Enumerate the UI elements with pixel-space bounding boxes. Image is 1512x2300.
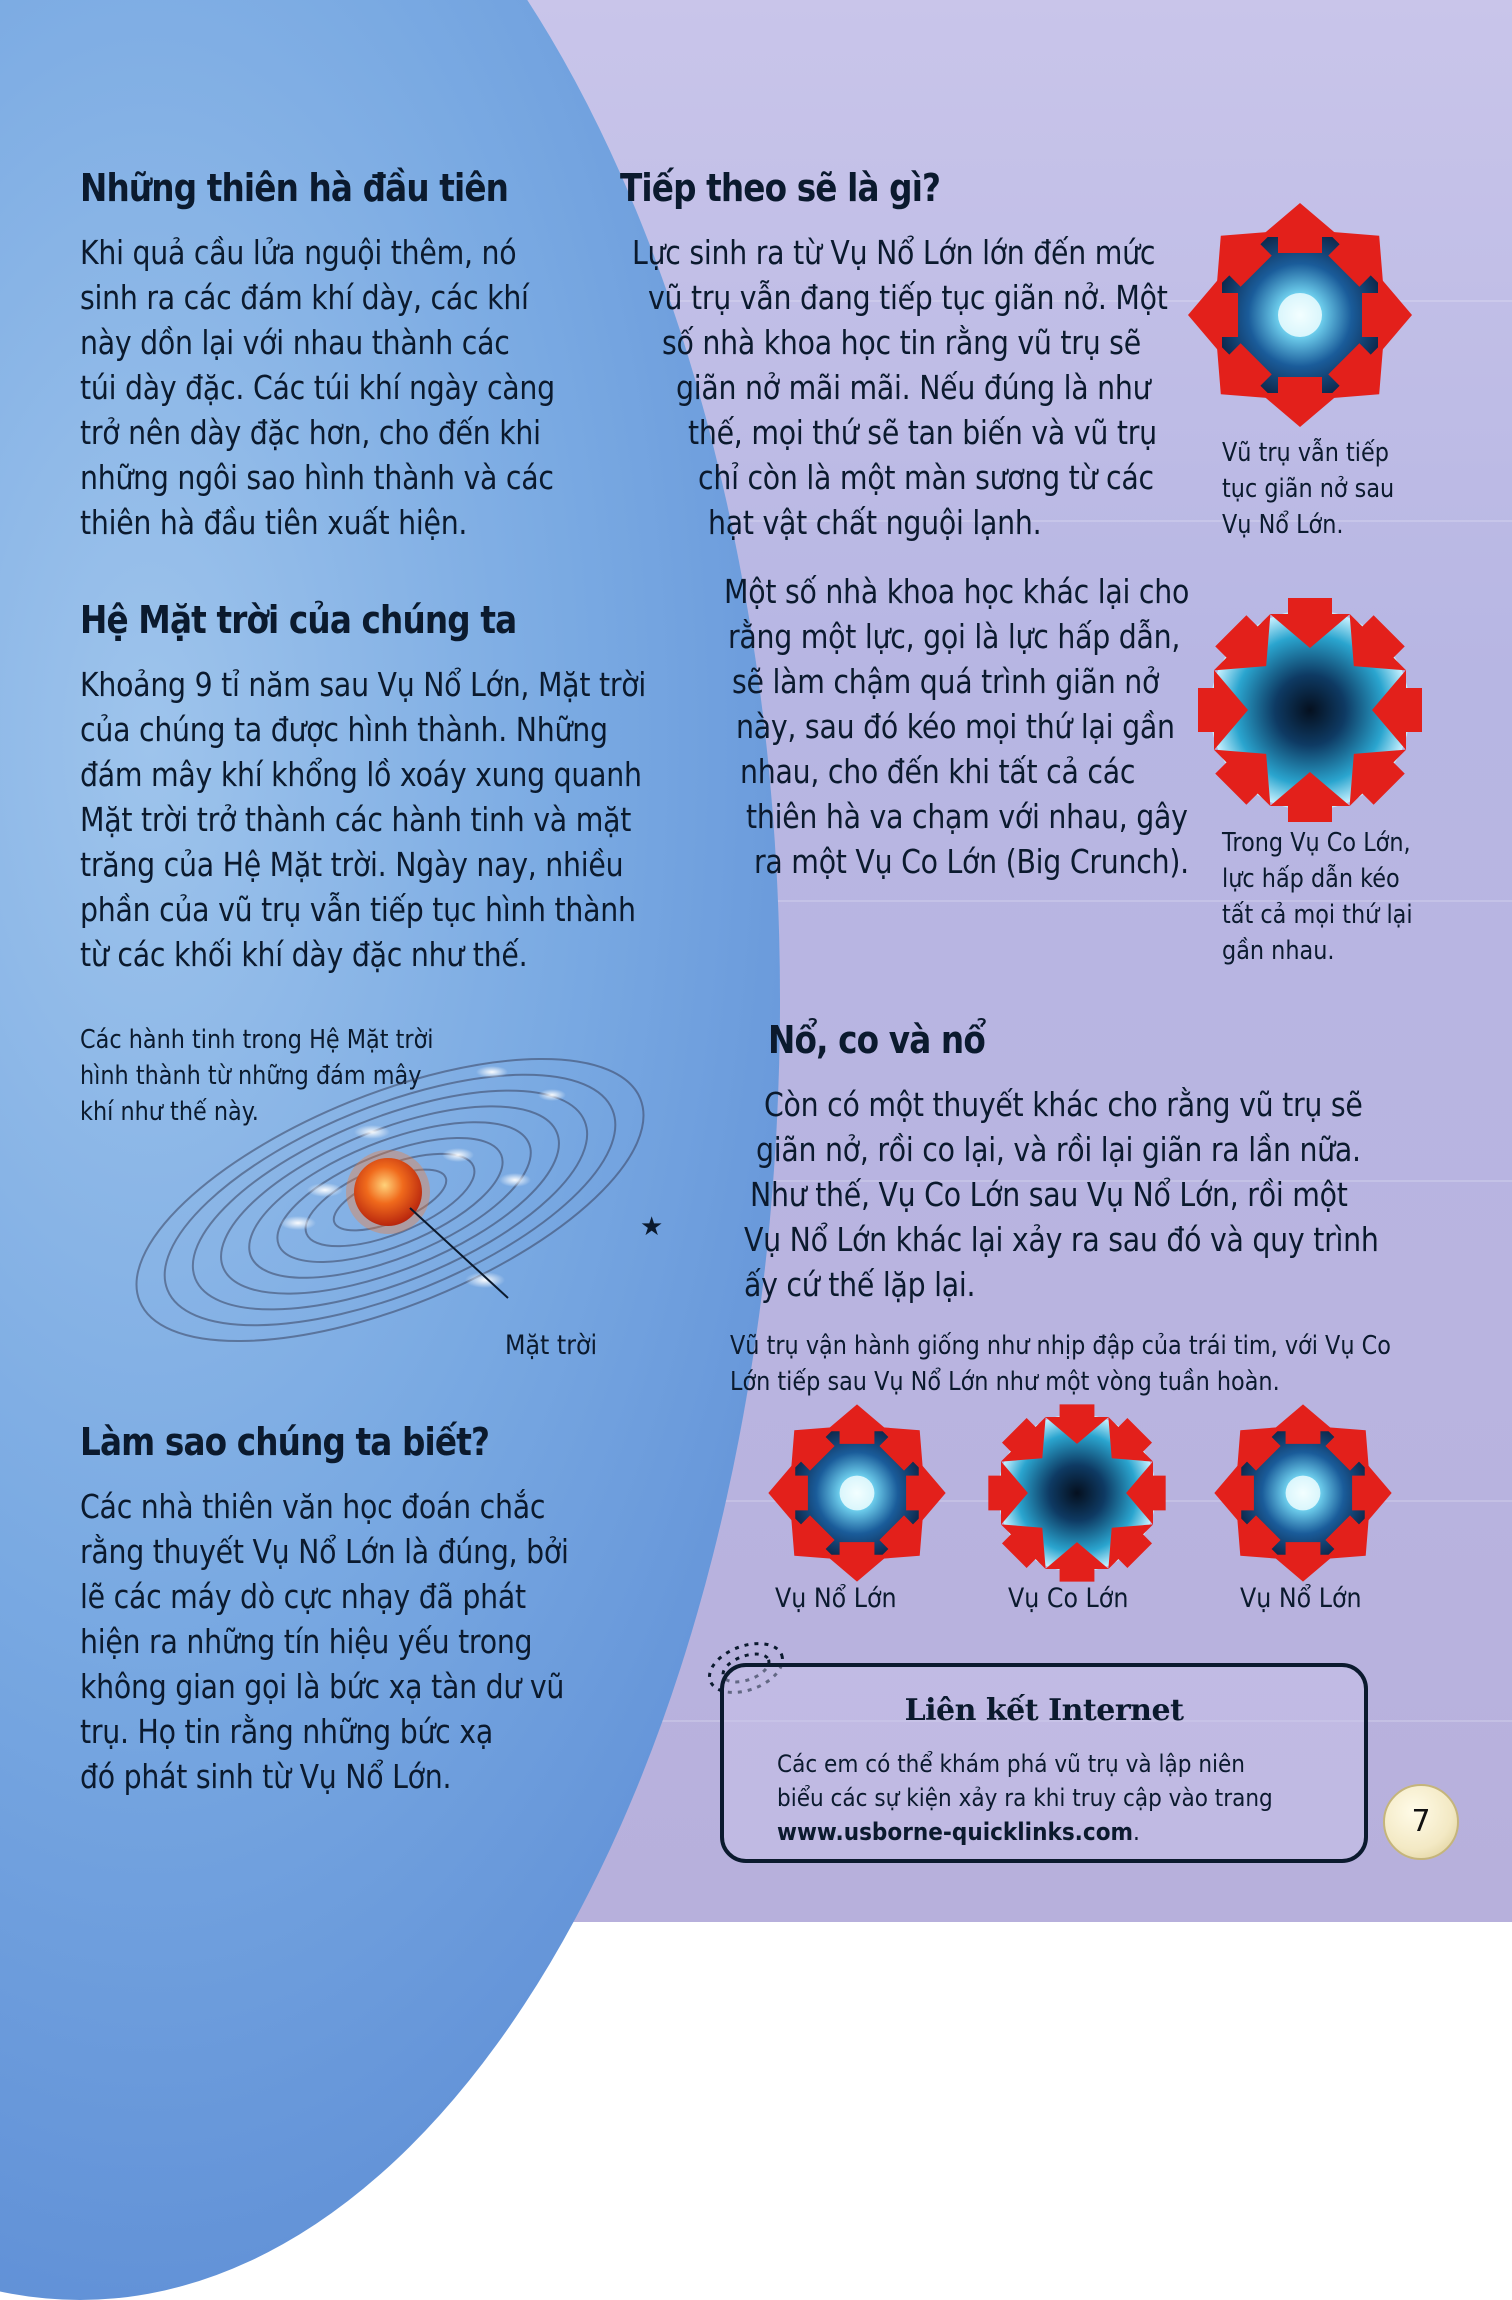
paragraph-how-know: Các nhà thiên văn học đoán chắc rằng thuyết Vụ Nổ Lớn là đúng, bởi lẽ các máy dò cực nhạy đã phát hiện ra những tín hiệu yếu trong không gian gọi là bức xạ tàn dư vũ trụ. Họ tin rằng những bức xạ đó phát sinh từ Vụ Nổ Lớn. xyxy=(80,1487,569,1796)
internet-link-box xyxy=(720,1663,1368,1863)
solar-system-illustration xyxy=(120,1040,680,1360)
sun-label: Mặt trời xyxy=(505,1330,598,1361)
cycle-bang-icon-2 xyxy=(1208,1398,1398,1588)
quicklinks-url[interactable]: www.usborne-quicklinks.com xyxy=(777,1818,1134,1846)
paragraph-whats-next-2: Một số nhà khoa học khác lại cho rằng một lực, gọi là lực hấp dẫn, sẽ làm chậm quá trình giãn nở này, sau đó kéo mọi thứ lại gần nhau, cho đến khi tất cả các thiên hà va chạm với nhau, gây ra một Vụ Co Lớn (Big Crunch). xyxy=(724,572,1190,881)
cycle-label-crunch: Vụ Co Lớn xyxy=(1008,1583,1129,1614)
caption-solar: Các hành tinh trong Hệ Mặt trời hình thành từ những đám mây khí như thế này. xyxy=(80,1025,434,1127)
cycle-label-bang-2: Vụ Nổ Lớn xyxy=(1240,1583,1362,1614)
heading-whats-next: Tiếp theo sẽ là gì? xyxy=(620,166,941,210)
cycle-label-bang-1: Vụ Nổ Lớn xyxy=(775,1583,897,1614)
page-number: 7 xyxy=(1383,1784,1459,1860)
internet-link-title: Liên kết Internet xyxy=(904,1693,1184,1728)
heading-how-know: Làm sao chúng ta biết? xyxy=(80,1420,490,1464)
heading-first-galaxies: Những thiên hà đầu tiên xyxy=(80,166,509,210)
expanding-universe-icon xyxy=(1180,195,1420,435)
paragraph-bang-crunch: Còn có một thuyết khác cho rằng vũ trụ sẽ giãn nở, rồi co lại, và rồi lại giãn ra lần nữa. Như thế, Vụ Co Lớn sau Vụ Nổ Lớn, rồi một Vụ Nổ Lớn khác lại xảy ra sau đó và quy trình ấy cứ thế lặp lại. xyxy=(744,1085,1379,1304)
star-icon: ★ xyxy=(640,1212,664,1242)
sun-icon xyxy=(354,1158,422,1226)
cycle-bang-icon-1 xyxy=(762,1398,952,1588)
paragraph-solar-system: Khoảng 9 tỉ năm sau Vụ Nổ Lớn, Mặt trời của chúng ta được hình thành. Những đám mây khí khổng lồ xoáy xung quanh Mặt trời trở thành các hành tinh và mặt trăng của Hệ Mặt trời. Ngày nay, nhiều phần của vũ trụ vẫn tiếp tục hình thành từ các khối khí dày đặc như thế. xyxy=(80,665,646,974)
paragraph-whats-next-1: Lực sinh ra từ Vụ Nổ Lớn lớn đến mức vũ trụ vẫn đang tiếp tục giãn nở. Một số nhà khoa học tin rằng vũ trụ sẽ giãn nở mãi mãi. Nếu đúng là như thế, mọi thứ sẽ tan biến và vũ trụ chỉ còn là một màn sương từ các hạt vật chất nguội lạnh. xyxy=(632,233,1168,542)
crunching-universe-icon xyxy=(1190,590,1430,830)
caption-crunch: Trong Vụ Co Lớn, lực hấp dẫn kéo tất cả mọi thứ lại gần nhau. xyxy=(1222,828,1413,966)
paragraph-first-galaxies: Khi quả cầu lửa nguội thêm, nó sinh ra các đám khí dày, các khí này dồn lại với nhau thành các túi dày đặc. Các túi khí ngày càng trở nên dày đặc hơn, cho đến khi những ngôi sao hình thành và các thiên hà đầu tiên xuất hiện. xyxy=(80,233,555,542)
heading-solar-system: Hệ Mặt trời của chúng ta xyxy=(80,598,517,642)
caption-cycle: Vũ trụ vận hành giống như nhịp đập của trái tim, với Vụ Co Lớn tiếp sau Vụ Nổ Lớn như một vòng tuần hoàn. xyxy=(730,1331,1391,1397)
internet-link-text: Các em có thể khám phá vũ trụ và lập niên biểu các sự kiện xảy ra khi truy cập vào trang www.usborne-quicklinks.com. xyxy=(777,1750,1273,1846)
heading-bang-crunch: Nổ, co và nổ xyxy=(768,1018,985,1062)
caption-expanding: Vũ trụ vẫn tiếp tục giãn nở sau Vụ Nổ Lớn. xyxy=(1222,438,1395,540)
cycle-crunch-icon xyxy=(982,1398,1172,1588)
